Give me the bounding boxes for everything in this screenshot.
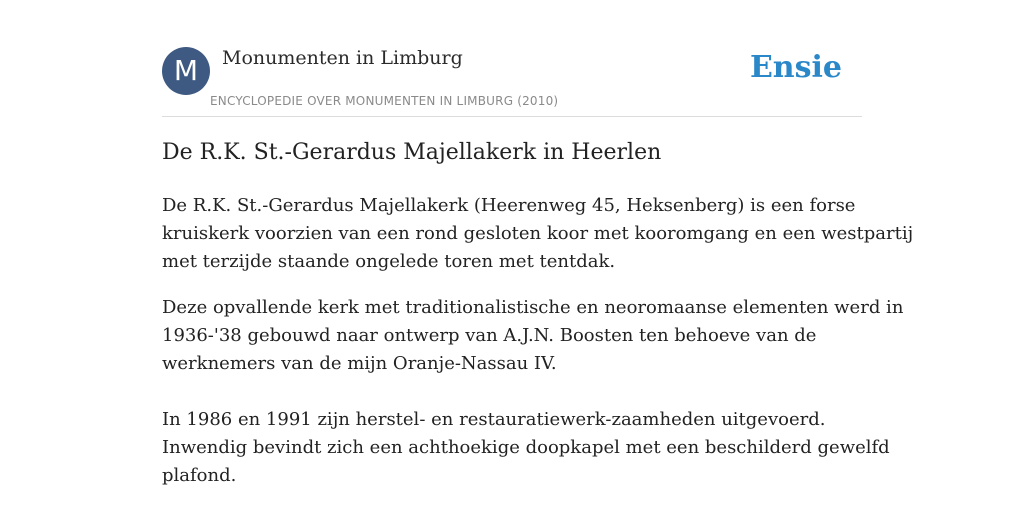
- text-line: kruiskerk voorzien van een rond gesloten koor met kooromgang en een westpartij: [162, 223, 914, 244]
- text-line: De R.K. St.-Gerardus Majellakerk (Heerenweg 45, Heksenberg) is een forse: [162, 195, 856, 216]
- ensie-logo-link[interactable]: Ensie: [749, 50, 842, 85]
- text-line: In 1986 en 1991 zijn herstel- en restauratiewerk-zaamheden uitgevoerd.: [162, 409, 826, 430]
- text-line: met terzijde staande ongelede toren met tentdak.: [162, 251, 616, 272]
- text-line: Deze opvallende kerk met traditionalistische en neoromaanse elementen werd in: [162, 297, 904, 318]
- source-subtitle: ENCYCLOPEDIE OVER MONUMENTEN IN LIMBURG (2010): [210, 94, 559, 108]
- text-line: plafond.: [162, 465, 237, 486]
- text-line: 1936-'38 gebouwd naar ontwerp van A.J.N. Boosten ten behoeve van de: [162, 325, 817, 346]
- line-break: [162, 378, 864, 406]
- article-body: [162, 192, 914, 508]
- article-title: De R.K. St.-Gerardus Majellakerk in Heerlen: [162, 140, 662, 165]
- paragraph-2: [162, 294, 904, 490]
- paragraph-1: [162, 192, 914, 276]
- source-avatar[interactable]: M: [162, 47, 210, 95]
- text-line: werknemers van de mijn Oranje-Nassau IV.: [162, 353, 557, 374]
- text-line: Inwendig bevindt zich een achthoekige doopkapel met een beschilderd gewelfd: [162, 437, 890, 458]
- source-title-link[interactable]: Monumenten in Limburg: [222, 47, 463, 69]
- source-header: [162, 44, 862, 117]
